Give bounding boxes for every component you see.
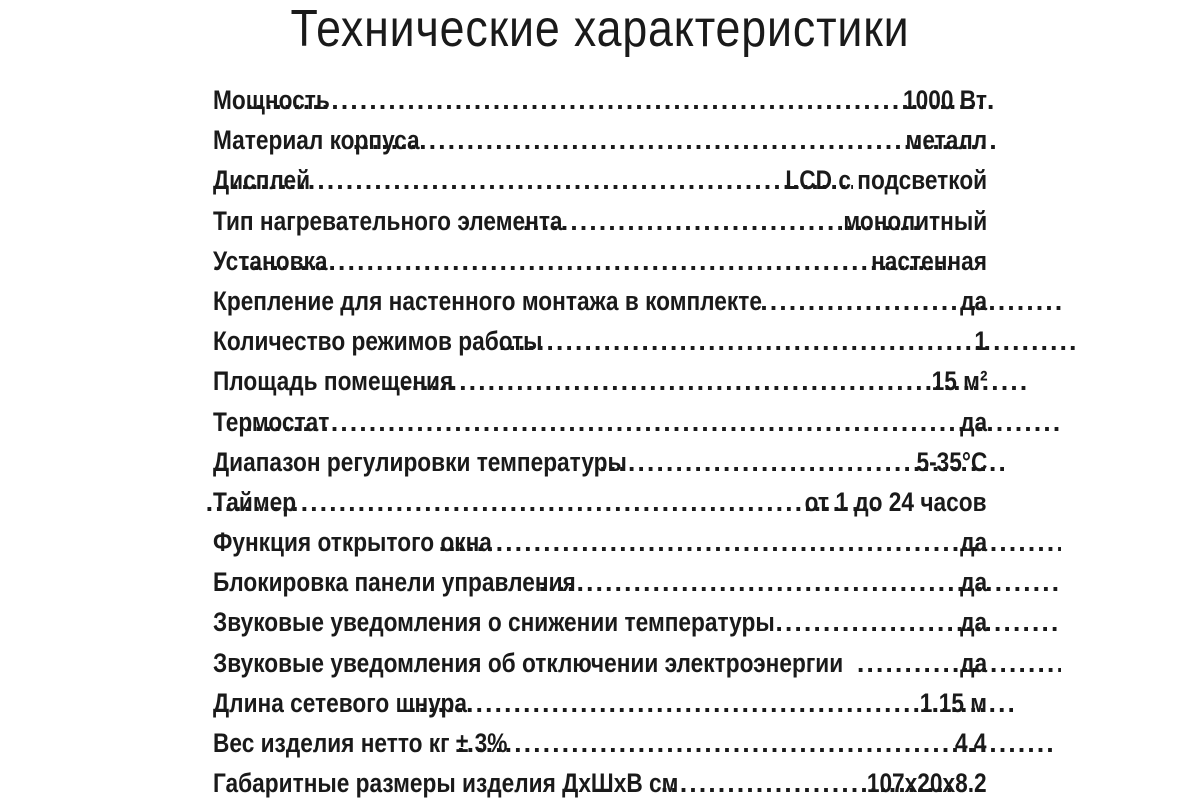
leader-dots (206, 482, 877, 522)
spec-label: Материал корпуса (213, 125, 420, 156)
spec-row (213, 602, 987, 642)
spec-list (213, 80, 987, 803)
spec-value: настенная (871, 245, 987, 276)
spec-value: да (959, 607, 987, 638)
spec-value: металл (905, 125, 987, 156)
spec-value: 1000 Вт (903, 85, 987, 115)
spec-row (213, 361, 987, 401)
leader-dots (246, 80, 994, 120)
spec-value: 1.15 м (919, 687, 987, 718)
spec-label: Крепление для настенного монтажа в комплекте (213, 285, 762, 316)
spec-label: Диапазон регулировки температуры (213, 446, 627, 477)
spec-value: 107х20х8.2 (867, 768, 987, 799)
spec-label: Длина сетевого шнура (213, 687, 467, 718)
spec-label: Дисплей (213, 165, 311, 196)
spec-row (213, 643, 987, 683)
spec-label: Габаритные размеры изделия ДхШхВ см (213, 768, 679, 799)
spec-value: 4.4 (955, 728, 987, 758)
spec-label: Звуковые уведомления о снижении температуры (213, 607, 775, 638)
leader-dots (857, 643, 1061, 683)
spec-label: Мощность (213, 85, 330, 115)
spec-value: 15 м² (931, 366, 987, 397)
spec-label: Звуковые уведомления об отключении электроэнергии (213, 647, 844, 678)
spec-label: Таймер (213, 486, 297, 517)
leader-dots (222, 160, 853, 200)
spec-value: да (959, 527, 987, 558)
leader-dots (353, 120, 997, 160)
spec-row (213, 241, 987, 281)
spec-value: LCD с подсветкой (785, 165, 987, 196)
spec-row (213, 402, 987, 442)
leader-dots (499, 321, 1078, 361)
spec-label: Термостат (213, 406, 330, 437)
leader-dots (760, 281, 1061, 321)
spec-value: да (959, 285, 987, 316)
spec-value: монолитный (843, 205, 987, 236)
spec-label: Площадь помещения (213, 366, 454, 397)
spec-value: 5-35°С (916, 446, 987, 477)
leader-dots (775, 602, 1061, 642)
spec-row (213, 321, 987, 361)
spec-row (213, 683, 987, 723)
spec-value: да (959, 647, 987, 678)
spec-row (213, 763, 987, 803)
page-title: Технические характеристики (290, 0, 910, 58)
leader-dots (245, 402, 1061, 442)
spec-value: 1 (974, 326, 987, 357)
spec-row (213, 80, 987, 120)
spec-row (213, 160, 987, 200)
spec-row (213, 281, 987, 321)
spec-label: Тип нагревательного элемента (213, 205, 563, 236)
spec-row (213, 120, 987, 160)
spec-label: Вес изделия нетто кг ± 3% (213, 728, 508, 758)
spec-row (213, 482, 987, 522)
spec-row (213, 442, 987, 482)
spec-label: Количество режимов работы (213, 326, 543, 357)
leader-dots (243, 241, 955, 281)
spec-label: Установка (213, 245, 328, 276)
spec-label: Блокировка панели управления (213, 567, 576, 598)
spec-value: да (959, 406, 987, 437)
spec-row (213, 723, 987, 763)
spec-value: от 1 до 24 часов (805, 486, 987, 517)
spec-row (213, 201, 987, 241)
spec-row (213, 522, 987, 562)
spec-value: да (959, 567, 987, 598)
spec-row (213, 562, 987, 602)
spec-label: Функция открытого окна (213, 527, 492, 558)
